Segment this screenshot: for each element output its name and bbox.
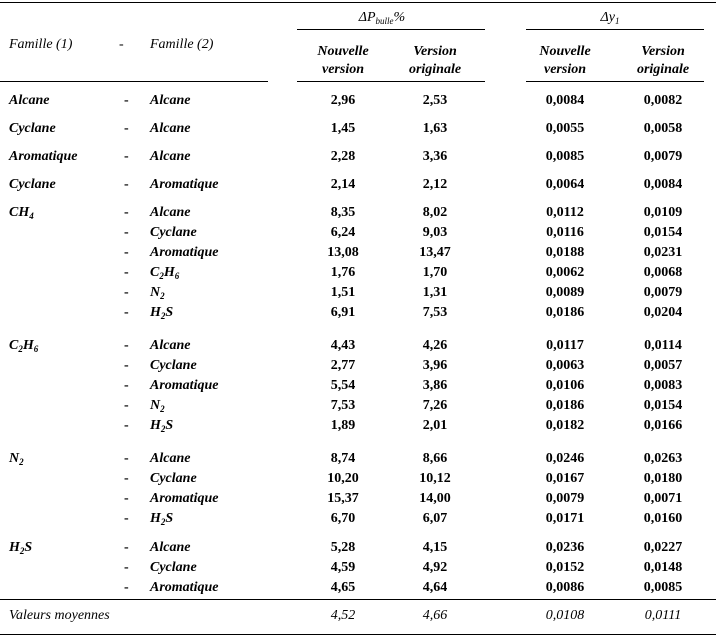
header-col-4: Version originale — [636, 44, 690, 77]
row-value-1: 8,74 — [330, 451, 356, 466]
row-value-1: 1,76 — [330, 265, 356, 280]
row-value-3: 0,0085 — [545, 149, 585, 164]
row-family2: Aromatique — [150, 378, 219, 393]
row-value-2: 1,31 — [422, 285, 448, 300]
row-value-2: 3,96 — [422, 358, 448, 373]
row-value-1: 13,08 — [327, 245, 359, 260]
row-value-1: 4,43 — [330, 338, 356, 353]
row-dash: - — [124, 121, 129, 136]
row-family2: Cyclane — [150, 471, 197, 486]
row-dash: - — [124, 358, 129, 373]
row-value-2: 2,12 — [422, 177, 448, 192]
row-value-1: 2,77 — [330, 358, 356, 373]
row-dash: - — [124, 305, 129, 320]
footer-value-4: 0,0111 — [644, 608, 682, 623]
row-family1: Cyclane — [9, 177, 56, 192]
row-family1: $N_2$ — [9, 451, 24, 467]
row-family2: Alcane — [150, 451, 191, 466]
row-family2: Alcane — [150, 540, 191, 555]
header-col-3: Nouvelle version — [539, 44, 591, 77]
row-family2: Aromatique — [150, 177, 219, 192]
row-value-3: 0,0086 — [545, 580, 585, 595]
row-value-1: 6,24 — [330, 225, 356, 240]
footer-label: Valeurs moyennes — [9, 608, 110, 623]
row-family1: $C_2H_6$ — [9, 338, 39, 354]
row-family1: Cyclane — [9, 121, 56, 136]
row-value-2: 4,26 — [422, 338, 448, 353]
row-dash: - — [124, 285, 129, 300]
row-value-2: 2,53 — [422, 93, 448, 108]
row-value-1: 5,28 — [330, 540, 356, 555]
footer-rule-top — [0, 599, 716, 600]
row-family2: $N_2$ — [150, 285, 165, 301]
row-value-2: 13,47 — [419, 245, 451, 260]
row-value-3: 0,0062 — [545, 265, 585, 280]
row-family1: Alcane — [9, 93, 50, 108]
row-family2: $H_2S$ — [150, 511, 174, 527]
row-value-2: 1,70 — [422, 265, 448, 280]
row-value-4: 0,0079 — [643, 285, 683, 300]
row-value-4: 0,0263 — [643, 451, 683, 466]
row-family2: $N_2$ — [150, 398, 165, 414]
row-value-2: 7,53 — [422, 305, 448, 320]
row-dash: - — [124, 580, 129, 595]
row-value-1: 1,51 — [330, 285, 356, 300]
row-value-1: 2,96 — [330, 93, 356, 108]
group-rule-dy — [526, 29, 704, 30]
row-dash: - — [124, 398, 129, 413]
row-value-4: 0,0057 — [643, 358, 683, 373]
row-value-3: 0,0106 — [545, 378, 585, 393]
row-value-1: 15,37 — [327, 491, 359, 506]
row-family2: $H_2S$ — [150, 418, 174, 434]
row-family1: $H_2S$ — [9, 540, 33, 556]
row-value-4: 0,0071 — [643, 491, 683, 506]
row-value-1: 1,89 — [330, 418, 356, 433]
row-value-4: 0,0160 — [643, 511, 683, 526]
row-value-4: 0,0154 — [643, 225, 683, 240]
row-value-3: 0,0236 — [545, 540, 585, 555]
top-rule — [0, 2, 716, 3]
row-value-4: 0,0083 — [643, 378, 683, 393]
row-value-4: 0,0085 — [643, 580, 683, 595]
row-value-3: 0,0064 — [545, 177, 585, 192]
footer-value-3: 0,0108 — [545, 608, 585, 623]
row-family2: Alcane — [150, 93, 191, 108]
row-family1: $CH_4$ — [9, 205, 34, 221]
row-value-4: 0,0114 — [644, 338, 682, 353]
footer-value-2: 4,66 — [422, 608, 448, 623]
row-value-1: 4,65 — [330, 580, 356, 595]
row-family2: Cyclane — [150, 225, 197, 240]
row-family2: Alcane — [150, 205, 191, 220]
row-value-3: 0,0055 — [545, 121, 585, 136]
row-value-2: 1,63 — [422, 121, 448, 136]
row-family2: Aromatique — [150, 491, 219, 506]
row-value-2: 4,15 — [422, 540, 448, 555]
row-dash: - — [124, 560, 129, 575]
row-value-2: 2,01 — [422, 418, 448, 433]
row-value-4: 0,0079 — [643, 149, 683, 164]
row-value-2: 4,64 — [422, 580, 448, 595]
header-dash: - — [119, 37, 124, 52]
header-famille2: Famille (2) — [150, 37, 214, 52]
row-value-3: 0,0112 — [546, 205, 584, 220]
row-dash: - — [124, 471, 129, 486]
row-value-4: 0,0154 — [643, 398, 683, 413]
row-value-4: 0,0082 — [643, 93, 683, 108]
row-family2: Aromatique — [150, 580, 219, 595]
row-value-2: 8,02 — [422, 205, 448, 220]
row-value-3: 0,0117 — [546, 338, 584, 353]
header-delta-p-bulle: $\Delta P_{bulle}\%$ — [358, 10, 406, 26]
row-value-4: 0,0148 — [643, 560, 683, 575]
row-value-1: 7,53 — [330, 398, 356, 413]
row-dash: - — [124, 245, 129, 260]
row-family2: Alcane — [150, 338, 191, 353]
footer-value-1: 4,52 — [330, 608, 356, 623]
row-value-1: 1,45 — [330, 121, 356, 136]
row-value-1: 6,91 — [330, 305, 356, 320]
row-value-3: 0,0246 — [545, 451, 585, 466]
row-value-3: 0,0089 — [545, 285, 585, 300]
row-value-4: 0,0084 — [643, 177, 683, 192]
row-value-3: 0,0167 — [545, 471, 585, 486]
row-value-2: 9,03 — [422, 225, 448, 240]
row-dash: - — [124, 338, 129, 353]
row-value-1: 6,70 — [330, 511, 356, 526]
row-family2: $C_2H_6$ — [150, 265, 180, 281]
row-value-3: 0,0116 — [546, 225, 584, 240]
row-value-4: 0,0068 — [643, 265, 683, 280]
row-value-2: 8,66 — [422, 451, 448, 466]
row-value-3: 0,0186 — [545, 305, 585, 320]
row-dash: - — [124, 418, 129, 433]
row-family2: Aromatique — [150, 245, 219, 260]
header-rule-mid — [297, 81, 485, 82]
row-family1: Aromatique — [9, 149, 78, 164]
row-value-2: 7,26 — [422, 398, 448, 413]
row-value-3: 0,0152 — [545, 560, 585, 575]
header-rule-left — [0, 81, 268, 82]
row-value-2: 14,00 — [419, 491, 451, 506]
row-value-3: 0,0182 — [545, 418, 585, 433]
row-value-2: 3,36 — [422, 149, 448, 164]
row-family2: Cyclane — [150, 358, 197, 373]
row-dash: - — [124, 378, 129, 393]
row-value-3: 0,0186 — [545, 398, 585, 413]
row-value-1: 4,59 — [330, 560, 356, 575]
row-dash: - — [124, 540, 129, 555]
bottom-rule — [0, 634, 716, 635]
row-value-3: 0,0171 — [545, 511, 585, 526]
row-value-4: 0,0227 — [643, 540, 683, 555]
row-value-2: 4,92 — [422, 560, 448, 575]
group-rule-dp — [297, 29, 485, 30]
row-value-4: 0,0058 — [643, 121, 683, 136]
row-family2: Alcane — [150, 121, 191, 136]
row-value-4: 0,0166 — [643, 418, 683, 433]
row-dash: - — [124, 491, 129, 506]
row-value-1: 10,20 — [327, 471, 359, 486]
row-dash: - — [124, 149, 129, 164]
row-value-4: 0,0180 — [643, 471, 683, 486]
row-value-1: 5,54 — [330, 378, 356, 393]
row-dash: - — [124, 225, 129, 240]
header-col-1: Nouvelle version — [317, 44, 369, 77]
row-dash: - — [124, 177, 129, 192]
row-dash: - — [124, 93, 129, 108]
row-value-3: 0,0063 — [545, 358, 585, 373]
row-family2: $H_2S$ — [150, 305, 174, 321]
row-value-1: 8,35 — [330, 205, 356, 220]
row-family2: Alcane — [150, 149, 191, 164]
row-value-4: 0,0109 — [643, 205, 683, 220]
row-dash: - — [124, 265, 129, 280]
row-value-1: 2,14 — [330, 177, 356, 192]
header-col-2: Version originale — [408, 44, 462, 77]
row-value-2: 6,07 — [422, 511, 448, 526]
row-dash: - — [124, 205, 129, 220]
row-value-4: 0,0204 — [643, 305, 683, 320]
row-value-4: 0,0231 — [643, 245, 683, 260]
row-value-3: 0,0079 — [545, 491, 585, 506]
row-family2: Cyclane — [150, 560, 197, 575]
row-value-3: 0,0188 — [545, 245, 585, 260]
header-delta-y1: $\Delta y_1$ — [600, 10, 620, 26]
row-value-2: 3,86 — [422, 378, 448, 393]
row-dash: - — [124, 511, 129, 526]
header-rule-right — [526, 81, 704, 82]
header-famille1: Famille (1) — [9, 37, 73, 52]
row-dash: - — [124, 451, 129, 466]
row-value-3: 0,0084 — [545, 93, 585, 108]
row-value-1: 2,28 — [330, 149, 356, 164]
row-value-2: 10,12 — [419, 471, 451, 486]
